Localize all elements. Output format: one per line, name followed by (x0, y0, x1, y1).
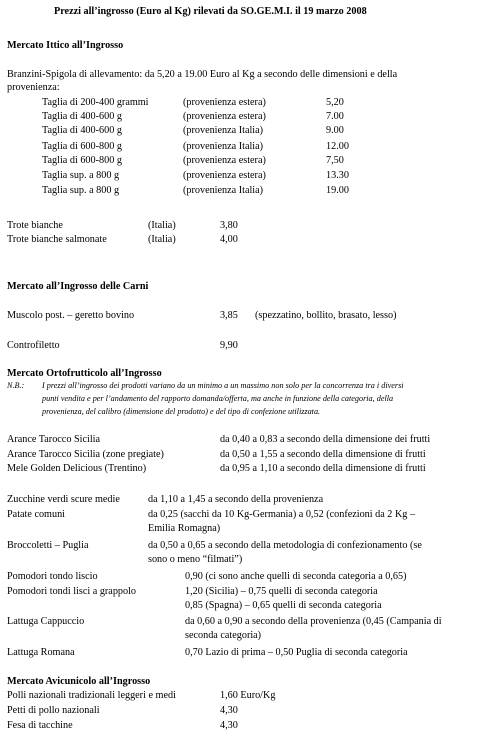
ittico-size: Taglia di 600-800 g (42, 155, 122, 166)
ittico-price: 7.00 (326, 111, 344, 122)
frutti-price: da 0,40 a 0,83 a secondo della dimensione dei frutti (220, 434, 431, 445)
verdura-name: Lattuga Cappuccio (7, 616, 85, 627)
verdura-price: da 0,25 (sacchi da 10 Kg-Germania) a 0,52 (confezioni da 2 Kg – (148, 509, 416, 520)
section-heading-avi: Mercato Avicunicolo all’Ingrosso (7, 676, 151, 687)
ittico-size: Taglia di 400-600 g (42, 111, 122, 122)
ittico-origin: (provenienza Italia) (183, 141, 264, 152)
ittico-size: Taglia di 400-600 g (42, 125, 122, 136)
verdura-name: Lattuga Romana (7, 647, 75, 658)
verdura-price: 0,90 (ci sono anche quelli di seconda categoria a 0,65) (185, 571, 407, 582)
verdura-name: Broccoletti – Puglia (7, 540, 89, 551)
verdura-price: 0,70 Lazio di prima – 0,50 Puglia di seconda categoria (185, 647, 408, 658)
avi-name: Fesa di tacchine (7, 720, 73, 731)
ittico-size: Taglia sup. a 800 g (42, 170, 120, 181)
carni-price: 3,85 (220, 310, 238, 321)
verdura-price-cont: seconda categoria) (185, 630, 262, 641)
carni-name: Controfiletto (7, 340, 60, 351)
carni-price: 9,90 (220, 340, 238, 351)
trote-origin: (Italia) (148, 234, 176, 245)
trote-origin: (Italia) (148, 220, 176, 231)
frutti-name: Arance Tarocco Sicilia (7, 434, 101, 445)
verdura-price: da 0,60 a 0,90 a secondo della provenienza (0,45 (Campania di (185, 616, 442, 627)
avi-price: 1,60 Euro/Kg (220, 690, 276, 701)
ittico-origin: (provenienza Italia) (183, 125, 264, 136)
ittico-size: Taglia di 600-800 g (42, 141, 122, 152)
frutti-name: Arance Tarocco Sicilia (zone pregiate) (7, 449, 164, 460)
verdura-price-cont: Emilia Romagna) (148, 523, 221, 534)
section-heading-orto: Mercato Ortofrutticolo all’Ingrosso (7, 368, 162, 379)
ittico-size: Taglia di 200-400 grammi (42, 97, 149, 108)
verdura-name: Patate comuni (7, 509, 65, 520)
ittico-intro-line1: Branzini-Spigola di allevamento: da 5,20 a 19.00 Euro al Kg a secondo delle dimensioni e della (7, 69, 398, 80)
verdura-name: Pomodori tondi lisci a grappolo (7, 586, 137, 597)
trote-price: 3,80 (220, 220, 238, 231)
ittico-origin: (provenienza Italia) (183, 185, 264, 196)
ittico-origin: (provenienza estera) (183, 170, 266, 181)
frutti-name: Mele Golden Delicious (Trentino) (7, 463, 147, 474)
section-heading-ittico: Mercato Ittico all’Ingrosso (7, 40, 124, 51)
avi-name: Polli nazionali tradizionali leggeri e medi (7, 690, 176, 701)
ittico-price: 7,50 (326, 155, 344, 166)
verdura-price: da 1,10 a 1,45 a secondo della provenienza (148, 494, 324, 505)
carni-note: (spezzatino, bollito, brasato, lesso) (255, 310, 397, 321)
frutti-price: da 0,95 a 1,10 a secondo della dimensione di frutti (220, 463, 426, 474)
nb-label: N.B.: (7, 381, 25, 390)
ittico-origin: (provenienza estera) (183, 97, 266, 108)
trote-name: Trote bianche (7, 220, 63, 231)
ittico-origin: (provenienza estera) (183, 155, 266, 166)
section-heading-carni: Mercato all’Ingrosso delle Carni (7, 281, 149, 292)
ittico-price: 19.00 (326, 185, 349, 196)
page-title: Prezzi all’ingrosso (Euro al Kg) rilevati da SO.GE.M.I. il 19 marzo 2008 (54, 6, 367, 17)
verdura-price: da 0,50 a 0,65 a secondo della metodologia di confezionamento (se (148, 540, 422, 551)
frutti-price: da 0,50 a 1,55 a secondo della dimensione di frutti (220, 449, 426, 460)
avi-price: 4,30 (220, 705, 238, 716)
ittico-price: 13.30 (326, 170, 349, 181)
nb-line: I prezzi all’ingrosso dei prodotti variano da un minimo a un massimo non solo per la concorrenza tra i diversi (42, 381, 404, 390)
trote-price: 4,00 (220, 234, 238, 245)
verdura-price-cont: 0,85 (Spagna) – 0,65 quelli di seconda categoria (185, 600, 382, 611)
avi-price: 4,30 (220, 720, 238, 731)
ittico-price: 9.00 (326, 125, 344, 136)
ittico-price: 5,20 (326, 97, 344, 108)
avi-name: Petti di pollo nazionali (7, 705, 100, 716)
ittico-size: Taglia sup. a 800 g (42, 185, 120, 196)
nb-line: provenienza, del calibro (dimensione del prodotto) e del tipo di confezione utilizzata. (42, 407, 321, 416)
verdura-price-cont: sono o meno “filmati”) (148, 554, 243, 565)
ittico-price: 12.00 (326, 141, 349, 152)
ittico-intro-line2: provenienza: (7, 82, 60, 93)
ittico-origin: (provenienza estera) (183, 111, 266, 122)
trote-name: Trote bianche salmonate (7, 234, 107, 245)
carni-name: Muscolo post. – geretto bovino (7, 310, 135, 321)
verdura-price: 1,20 (Sicilia) – 0,75 quelli di seconda categoria (185, 586, 378, 597)
verdura-name: Pomodori tondo liscio (7, 571, 98, 582)
nb-line: punti vendita e per l’andamento del rapporto domanda/offerta, ma anche in funzione della categoria, della (42, 394, 394, 403)
verdura-name: Zucchine verdi scure medie (7, 494, 120, 505)
